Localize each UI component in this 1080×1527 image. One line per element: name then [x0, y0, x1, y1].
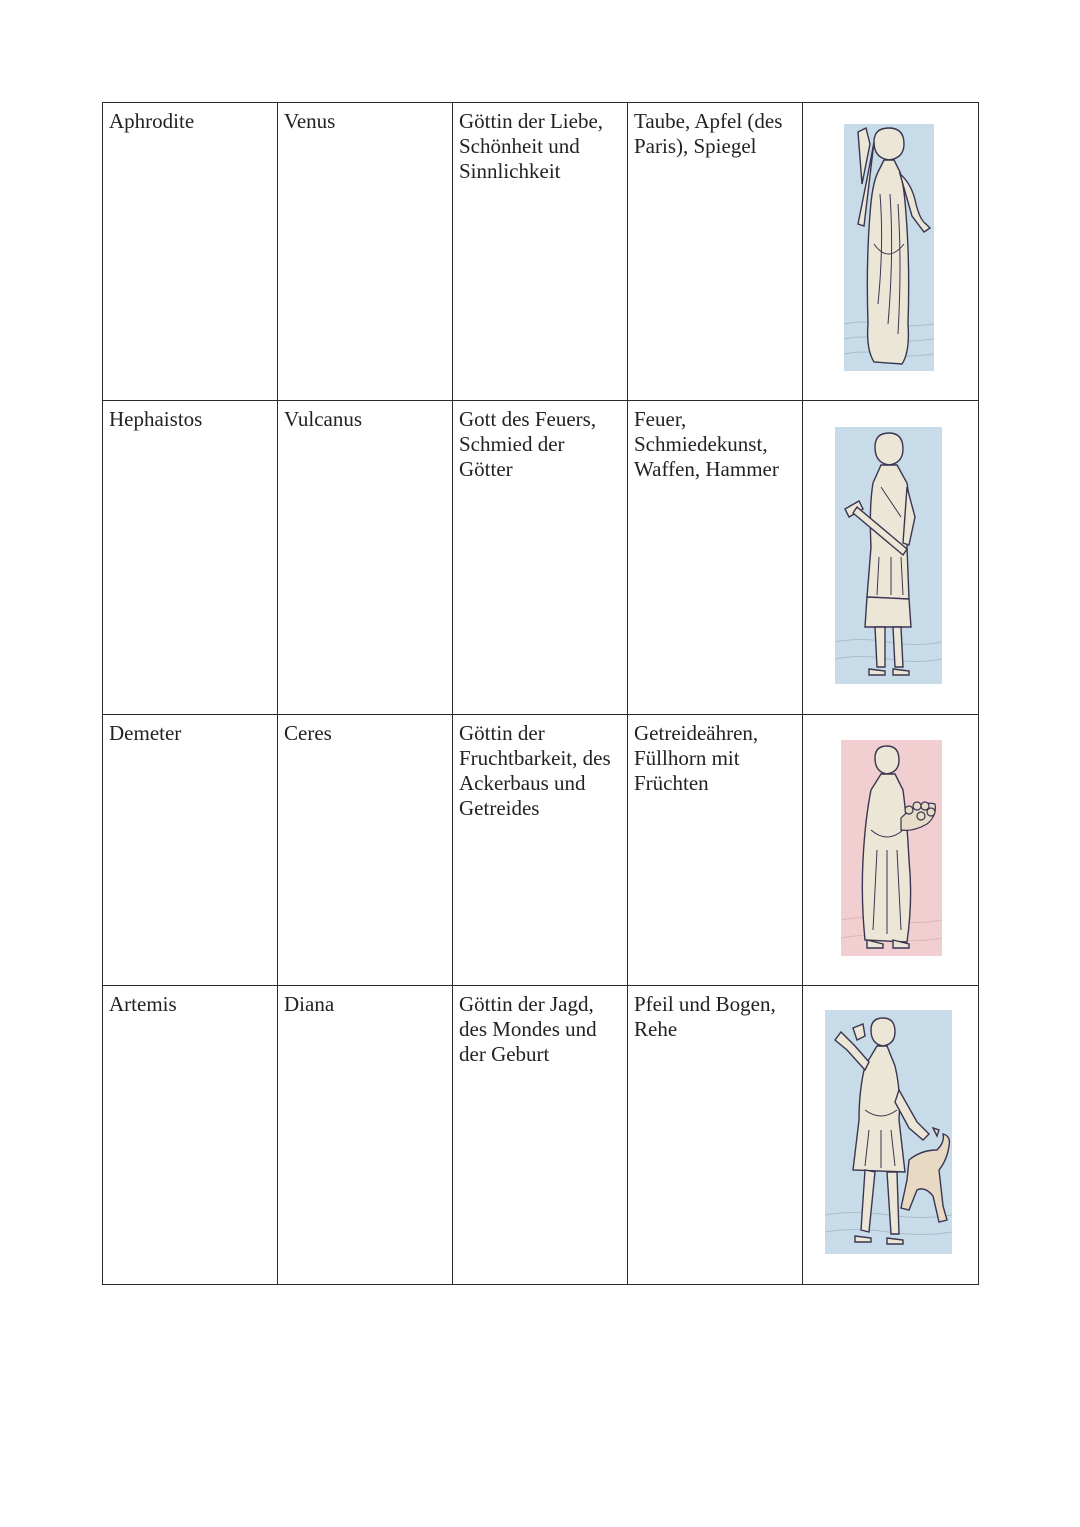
domain-cell: Gott des Feuers, Schmied der Götter [453, 401, 628, 715]
illustration-cell [803, 715, 979, 986]
greek-name-cell: Aphrodite [103, 103, 278, 401]
aphrodite-statue-illustration [844, 124, 934, 371]
illustration-cell [803, 401, 979, 715]
hephaistos-statue-illustration [835, 427, 942, 684]
domain-cell: Göttin der Liebe, Schönheit und Sinnlichkeit [453, 103, 628, 401]
roman-name-cell: Ceres [278, 715, 453, 986]
table-row [103, 715, 979, 986]
table-row [103, 401, 979, 715]
domain-cell: Göttin der Fruchtbarkeit, des Ackerbaus und Getreides [453, 715, 628, 986]
artemis-statue-illustration [825, 1010, 952, 1254]
illustration-cell [803, 103, 979, 401]
symbols-cell: Getreideähren, Füllhorn mit Früchten [628, 715, 803, 986]
table-row [103, 103, 979, 401]
symbols-cell: Pfeil und Bogen, Rehe [628, 986, 803, 1285]
roman-name-cell: Venus [278, 103, 453, 401]
greek-name-cell: Artemis [103, 986, 278, 1285]
roman-name-cell: Diana [278, 986, 453, 1285]
demeter-statue-illustration [841, 740, 942, 956]
greek-name-cell: Demeter [103, 715, 278, 986]
domain-cell: Göttin der Jagd, des Mondes und der Geburt [453, 986, 628, 1285]
roman-name-cell: Vulcanus [278, 401, 453, 715]
greek-name-cell: Hephaistos [103, 401, 278, 715]
symbols-cell: Taube, Apfel (des Paris), Spiegel [628, 103, 803, 401]
symbols-cell: Feuer, Schmiedekunst, Waffen, Hammer [628, 401, 803, 715]
table-row [103, 986, 979, 1285]
gods-table [102, 102, 979, 1285]
illustration-cell [803, 986, 979, 1285]
